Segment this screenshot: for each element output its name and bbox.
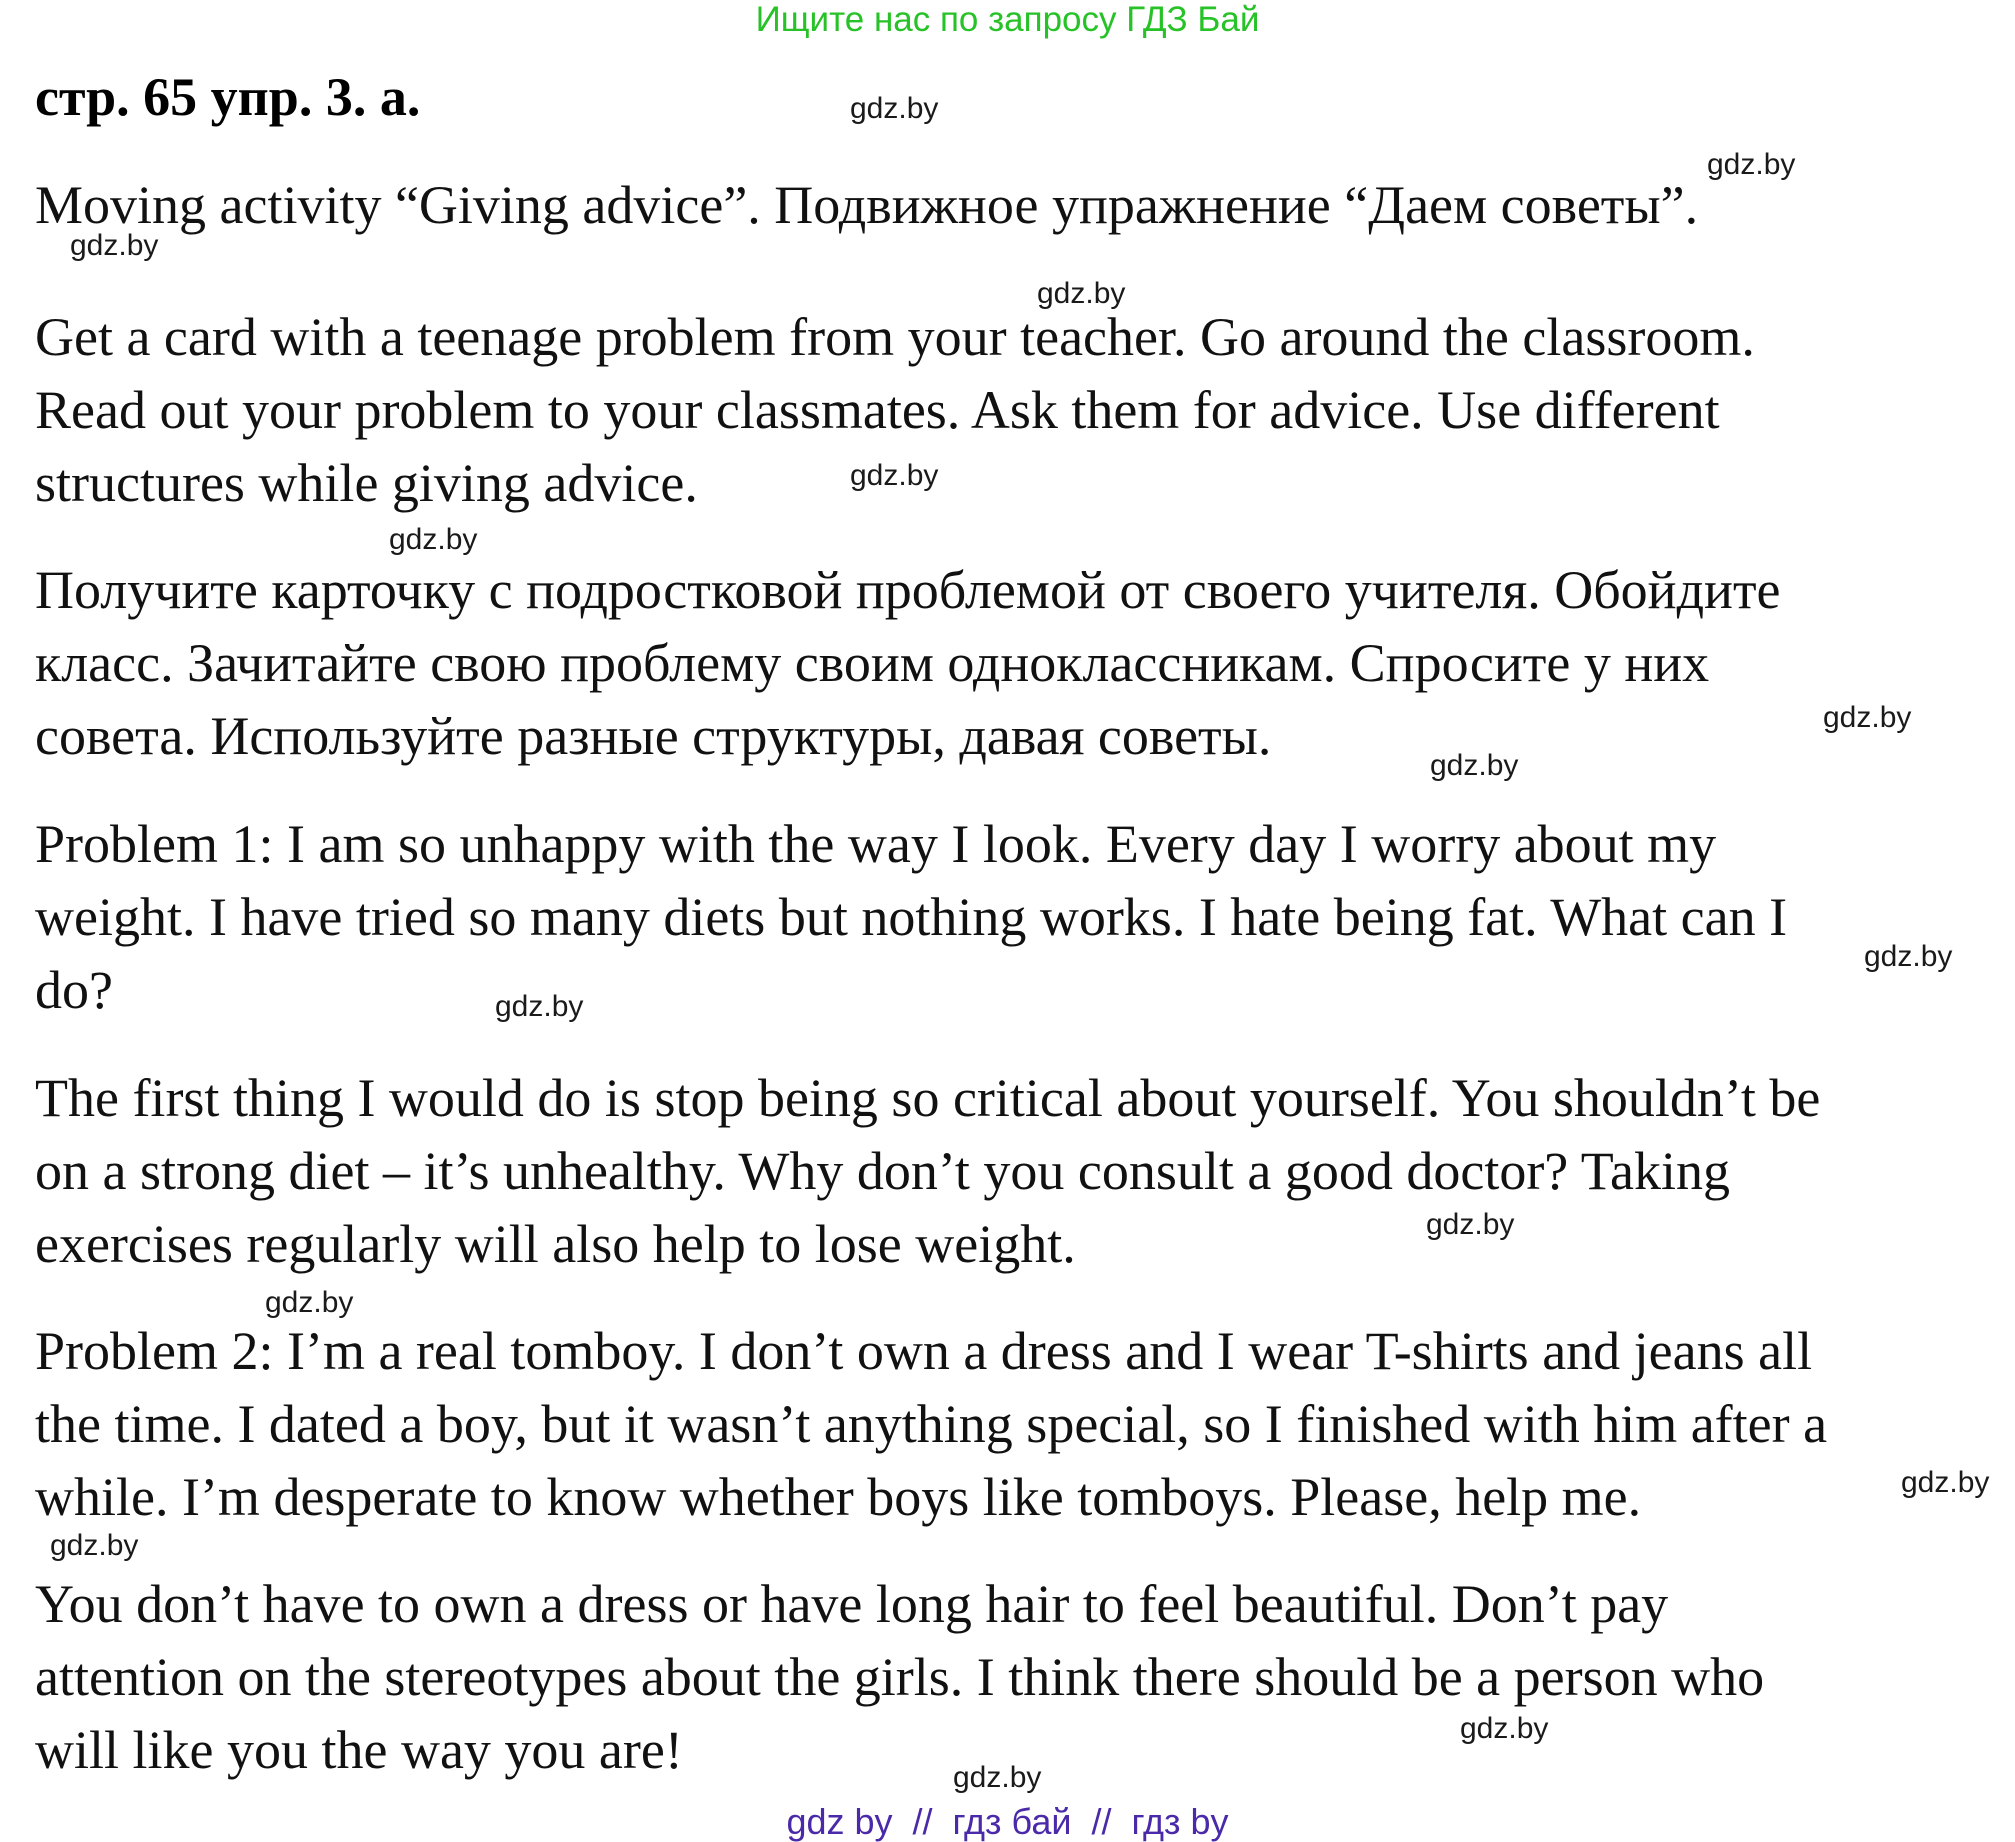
watermark: gdz.by bbox=[850, 459, 939, 492]
watermark: gdz.by bbox=[1864, 940, 1953, 973]
problem-2-line-1: Problem 2: I’m a real tomboy. I don’t own a dress and I wear T-shirts and jeans all bbox=[35, 1321, 1813, 1381]
search-banner: Ищите нас по запросу ГДЗ Бай bbox=[755, 0, 1260, 39]
watermark: gdz.by bbox=[1430, 749, 1519, 782]
task-en-line-2: Read out your problem to your classmates. Ask them for advice. Use different bbox=[35, 380, 1720, 440]
intro-line: Moving activity “Giving advice”. Подвижное упражнение “Даем советы”. bbox=[35, 175, 1699, 235]
watermark: gdz.by bbox=[1426, 1208, 1515, 1241]
task-ru-line-1: Получите карточку с подростковой проблемой от своего учителя. Обойдите bbox=[35, 560, 1781, 620]
problem-1-line-1: Problem 1: I am so unhappy with the way I look. Every day I worry about my bbox=[35, 814, 1717, 874]
task-en-line-1: Get a card with a teenage problem from your teacher. Go around the classroom. bbox=[35, 307, 1755, 367]
watermark: gdz.by bbox=[495, 990, 584, 1023]
answer-1-line-1: The first thing I would do is stop being so critical about yourself. You shouldn’t be bbox=[35, 1068, 1821, 1128]
watermark: gdz.by bbox=[50, 1529, 139, 1562]
watermark: gdz.by bbox=[70, 229, 159, 262]
answer-2-line-3: will like you the way you are! bbox=[35, 1720, 683, 1780]
problem-1-line-3: do? bbox=[35, 960, 113, 1020]
watermark: gdz.by bbox=[850, 92, 939, 125]
exercise-heading: стр. 65 упр. 3. а. bbox=[35, 67, 421, 127]
problem-2-line-2: the time. I dated a boy, but it wasn’t anything special, so I finished with him after a bbox=[35, 1394, 1828, 1454]
problem-2-line-3: while. I’m desperate to know whether boys like tomboys. Please, help me. bbox=[35, 1467, 1642, 1527]
answer-1-line-3: exercises regularly will also help to lose weight. bbox=[35, 1214, 1076, 1274]
watermark: gdz.by bbox=[389, 523, 478, 556]
task-en-line-3: structures while giving advice. bbox=[35, 453, 698, 513]
task-ru-line-3: совета. Используйте разные структуры, давая советы. bbox=[35, 706, 1272, 766]
answer-1-line-2: on a strong diet – it’s unhealthy. Why don’t you consult a good doctor? Taking bbox=[35, 1141, 1730, 1201]
task-ru-line-2: класс. Зачитайте свою проблему своим одноклассникам. Спросите у них bbox=[35, 633, 1710, 693]
watermark: gdz.by bbox=[1460, 1712, 1549, 1745]
watermark: gdz.by bbox=[953, 1761, 1042, 1794]
watermark: gdz.by bbox=[1901, 1466, 1990, 1499]
answer-2-line-1: You don’t have to own a dress or have long hair to feel beautiful. Don’t pay bbox=[35, 1574, 1669, 1634]
footer-links: gdz by // гдз бай // гдз by bbox=[786, 1801, 1229, 1842]
watermark: gdz.by bbox=[1823, 701, 1912, 734]
problem-1-line-2: weight. I have tried so many diets but nothing works. I hate being fat. What can I bbox=[35, 887, 1788, 947]
watermark: gdz.by bbox=[1037, 277, 1126, 310]
watermark: gdz.by bbox=[265, 1286, 354, 1319]
watermark: gdz.by bbox=[1707, 148, 1796, 181]
answer-2-line-2: attention on the stereotypes about the girls. I think there should be a person who bbox=[35, 1647, 1765, 1707]
